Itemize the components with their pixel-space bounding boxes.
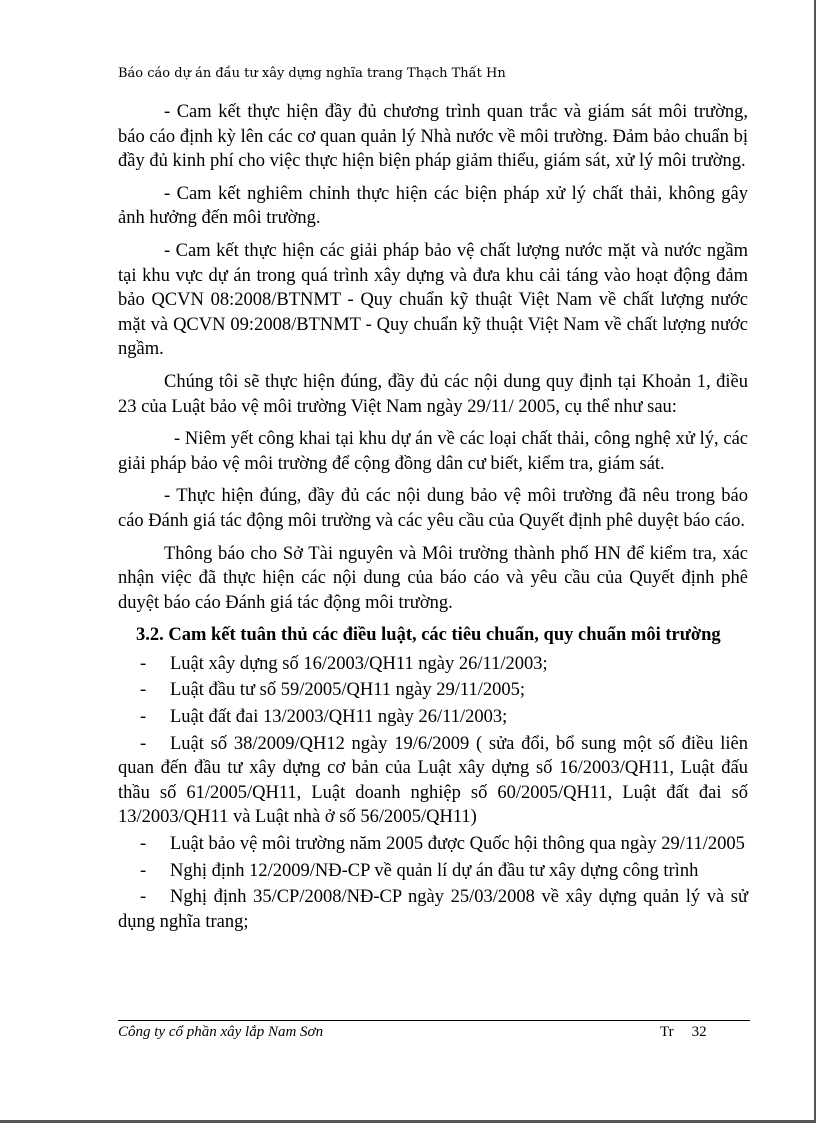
paragraph-notify-department: Thông báo cho Sở Tài nguyên và Môi trường thành phố HN để kiểm tra, xác nhận việc đã thực hiện các nội dung của báo cáo và yêu cầu của Quyết định phê duyệt báo cáo Đánh giá tác động môi trường.: [118, 543, 748, 613]
page-body: [118, 100, 748, 936]
list-dash: -: [140, 680, 147, 701]
paragraph-public-notice: - Niêm yết công khai tại khu dự án về các loại chất thải, công nghệ xử lý, các giải pháp bảo vệ môi trường để cộng đồng dân cư biết, kiểm tra, giám sát.: [118, 429, 748, 474]
paragraph-commit-monitoring: - Cam kết thực hiện đầy đủ chương trình quan trắc và giám sát môi trường, báo cáo định kỳ lên các cơ quan quản lý Nhà nước về môi trường. Đảm bảo chuẩn bị đầy đủ kinh phí cho việc thực hiện biện pháp giảm thiểu, giám sát, xử lý môi trường.: [118, 102, 748, 172]
page-label: Tr: [660, 1024, 674, 1040]
list-dash: -: [140, 834, 147, 855]
list-dash: -: [140, 860, 147, 881]
paragraph-eia-contents: - Thực hiện đúng, đầy đủ các nội dung bảo vệ môi trường đã nêu trong báo cáo Đánh giá tác động môi trường và các yêu cầu của Quyết định phê duyệt báo cáo.: [118, 486, 748, 531]
footer-divider: [118, 1020, 750, 1021]
footer-page: [660, 1024, 725, 1041]
list-item: - Luật xây dựng số 16/2003/QH11 ngày 26/11/2003;: [118, 652, 748, 677]
footer-company: Công ty cổ phần xây lắp Nam Sơn: [118, 1024, 324, 1040]
list-item: - Luật đầu tư số 59/2005/QH11 ngày 29/11/2005;: [118, 678, 748, 703]
list-item: - Nghị định 12/2009/NĐ-CP về quản lí dự án đầu tư xây dựng công trình: [118, 859, 748, 884]
list-item: - Luật số 38/2009/QH12 ngày 19/6/2009 ( sửa đổi, bổ sung một số điều liên quan đến đầu tư xây dựng cơ bản của Luật xây dựng số 16/2003/QH11, Luật đấu thầu số 61/2005/QH11, Luật doanh nghiệp số 60/2005/QH11, Luật đất đai số 13/2003/QH11 và Luật nhà ở số 56/2005/QH11): [118, 733, 748, 828]
paragraph-commit-water: - Cam kết thực hiện các giải pháp bảo vệ chất lượng nước mặt và nước ngầm tại khu vực dự án trong quá trình xây dựng và đưa khu cải táng vào hoạt động đảm bảo QCVN 08:2008/BTNMT - Quy chuẩn kỹ thuật Việt Nam về chất lượng nước mặt và QCVN 09:2008/BTNMT - Quy chuẩn kỹ thuật Việt Nam về chất lượng nước ngầm.: [118, 240, 748, 360]
list-dash: -: [140, 707, 147, 728]
page-header: Báo cáo dự án đầu tư xây dựng nghĩa trang Thạch Thất Hn: [118, 66, 506, 81]
list-dash: -: [140, 733, 147, 754]
section-heading: 3.2. Cam kết tuân thủ các điều luật, các tiêu chuẩn, quy chuẩn môi trường: [136, 625, 721, 646]
paragraph-commit-waste: - Cam kết nghiêm chỉnh thực hiện các biện pháp xử lý chất thải, không gây ảnh hưởng đến môi trường.: [118, 183, 748, 229]
list-dash: -: [140, 653, 147, 674]
list-item: - Luật bảo vệ môi trường năm 2005 được Quốc hội thông qua ngày 29/11/2005: [118, 832, 748, 857]
list-item: - Nghị định 35/CP/2008/NĐ-CP ngày 25/03/2008 về xây dựng quản lý và sử dụng nghĩa trang;: [118, 887, 748, 932]
page-number: 32: [691, 1024, 707, 1040]
paragraph-implementation: Chúng tôi sẽ thực hiện đúng, đầy đủ các nội dung quy định tại Khoản 1, điều 23 của Luật bảo vệ môi trường Việt Nam ngày 29/11/ 2005, cụ thể như sau:: [118, 371, 748, 417]
list-item: - Luật đất đai 13/2003/QH11 ngày 26/11/2003;: [118, 705, 748, 730]
list-dash: -: [140, 887, 147, 908]
